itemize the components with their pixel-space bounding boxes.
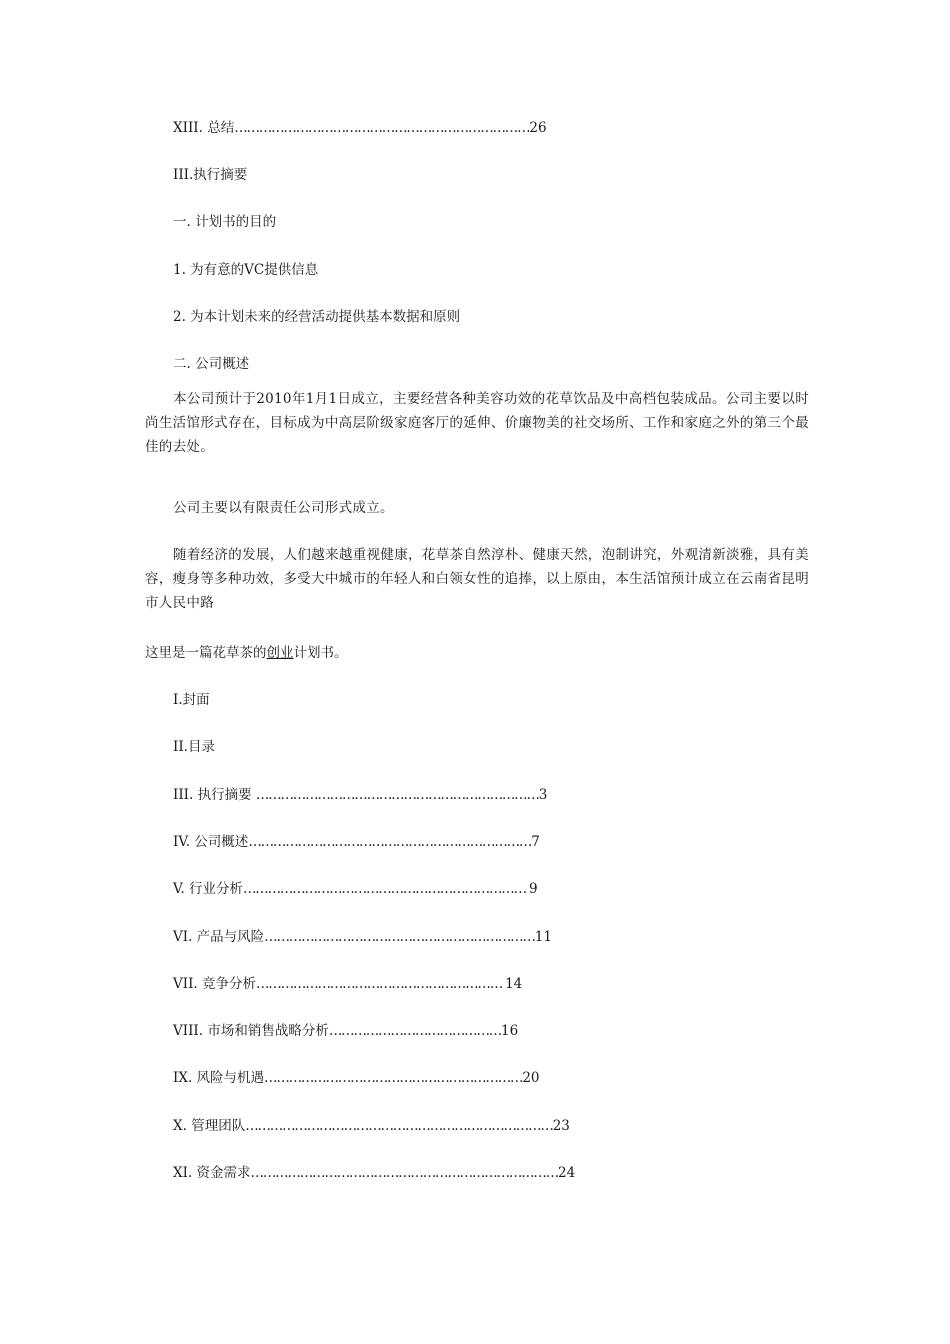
toc-leader-dots: …………………………………………………………… xyxy=(248,834,532,850)
toc-page-number: 3 xyxy=(538,787,548,803)
paragraph-market-background: 随着经济的发展，人们越来越重视健康，花草茶自然淳朴、健康天然，泡制讲究，外观清新淡雅，具有美容，瘦身等多种功效，多受大中城市的年轻人和白领女性的追捧，以上原由，本生活馆预计成立在云南省昆明市人民中路 xyxy=(145,547,809,611)
intro-text-before: 这里是一篇花草茶的 xyxy=(145,645,267,661)
list-item: 1. 为有意的VC提供信息 xyxy=(173,262,319,278)
toc-entry xyxy=(173,879,538,899)
toc-label: VIII. 市场和销售战略分析 xyxy=(173,1023,329,1039)
toc-label: XI. 资金需求 xyxy=(173,1165,251,1181)
toc-leader-dots: …………………………………………………………… xyxy=(255,787,539,803)
toc-page-number: 7 xyxy=(531,834,540,850)
toc-entry xyxy=(173,1116,570,1136)
toc-leader-dots: ……………………………………………………… xyxy=(264,1070,523,1086)
outline-item-cover: I.封面 xyxy=(173,692,210,708)
intro-text-after: 计划书。 xyxy=(293,645,348,661)
toc-entry xyxy=(173,927,552,947)
paragraph-company-intro: 本公司预计于2010年1月1日成立，主要经营各种美容功效的花草饮品及中高档包装成品。公司主要以时尚生活馆形式存在，目标成为中高层阶级家庭客厅的延伸、价廉物美的社交场所、工作和家庭之外的第三个最佳的去处。 xyxy=(145,391,809,455)
toc-leader-dots: …………………………………………………… xyxy=(256,976,506,992)
toc-entry xyxy=(173,832,540,852)
section-heading-exec-summary: III.执行摘要 xyxy=(173,167,248,183)
toc-label: V. 行业分析 xyxy=(173,881,243,897)
toc-entry xyxy=(173,785,547,805)
toc-page-number: 16 xyxy=(501,1023,519,1039)
toc-page-number: 9 xyxy=(528,881,538,897)
toc-label: VII. 竞争分析 xyxy=(173,976,256,992)
toc-leader-dots: ………………………………………………………………… xyxy=(250,1165,559,1181)
paragraph-company-form: 公司主要以有限责任公司形式成立。 xyxy=(173,500,394,516)
toc-label: IX. 风险与机遇 xyxy=(173,1070,265,1086)
list-item: 2. 为本计划未来的经营活动提供基本数据和原则 xyxy=(173,309,461,325)
toc-page-number: 26 xyxy=(529,120,547,136)
subheading-company-overview: 二. 公司概述 xyxy=(173,356,250,372)
toc-page-number: 23 xyxy=(552,1118,570,1134)
toc-label: X. 管理团队 xyxy=(173,1118,246,1134)
toc-label: VI. 产品与风险 xyxy=(173,929,265,945)
outline-item-contents: II.目录 xyxy=(173,739,215,755)
toc-label: III. 执行摘要 xyxy=(173,787,256,803)
toc-leader-dots: …………………………………………………………… xyxy=(242,881,529,897)
toc-leader-dots: ………………………………………………………… xyxy=(264,929,535,945)
toc-entry xyxy=(173,974,522,994)
subheading-plan-purpose: 一. 计划书的目的 xyxy=(173,214,277,230)
toc-label: IV. 公司概述 xyxy=(173,834,249,850)
toc-page-number: 20 xyxy=(522,1070,540,1086)
toc-entry xyxy=(173,1068,540,1088)
toc-entry xyxy=(173,1163,575,1183)
toc-leader-dots: ………………………………………………………………… xyxy=(245,1118,553,1134)
toc-page-number: 11 xyxy=(534,929,552,945)
startup-link[interactable]: 创业 xyxy=(266,645,294,661)
toc-label: XIII. 总结 xyxy=(173,120,235,136)
toc-entry-summary xyxy=(173,118,547,138)
intro-sentence xyxy=(145,643,348,663)
toc-page-number: 24 xyxy=(558,1165,576,1181)
toc-entry xyxy=(173,1021,518,1041)
toc-leader-dots: ……………………………………………………………… xyxy=(234,120,530,136)
toc-page-number: 14 xyxy=(505,976,523,992)
toc-leader-dots: …………………………………… xyxy=(328,1023,502,1039)
